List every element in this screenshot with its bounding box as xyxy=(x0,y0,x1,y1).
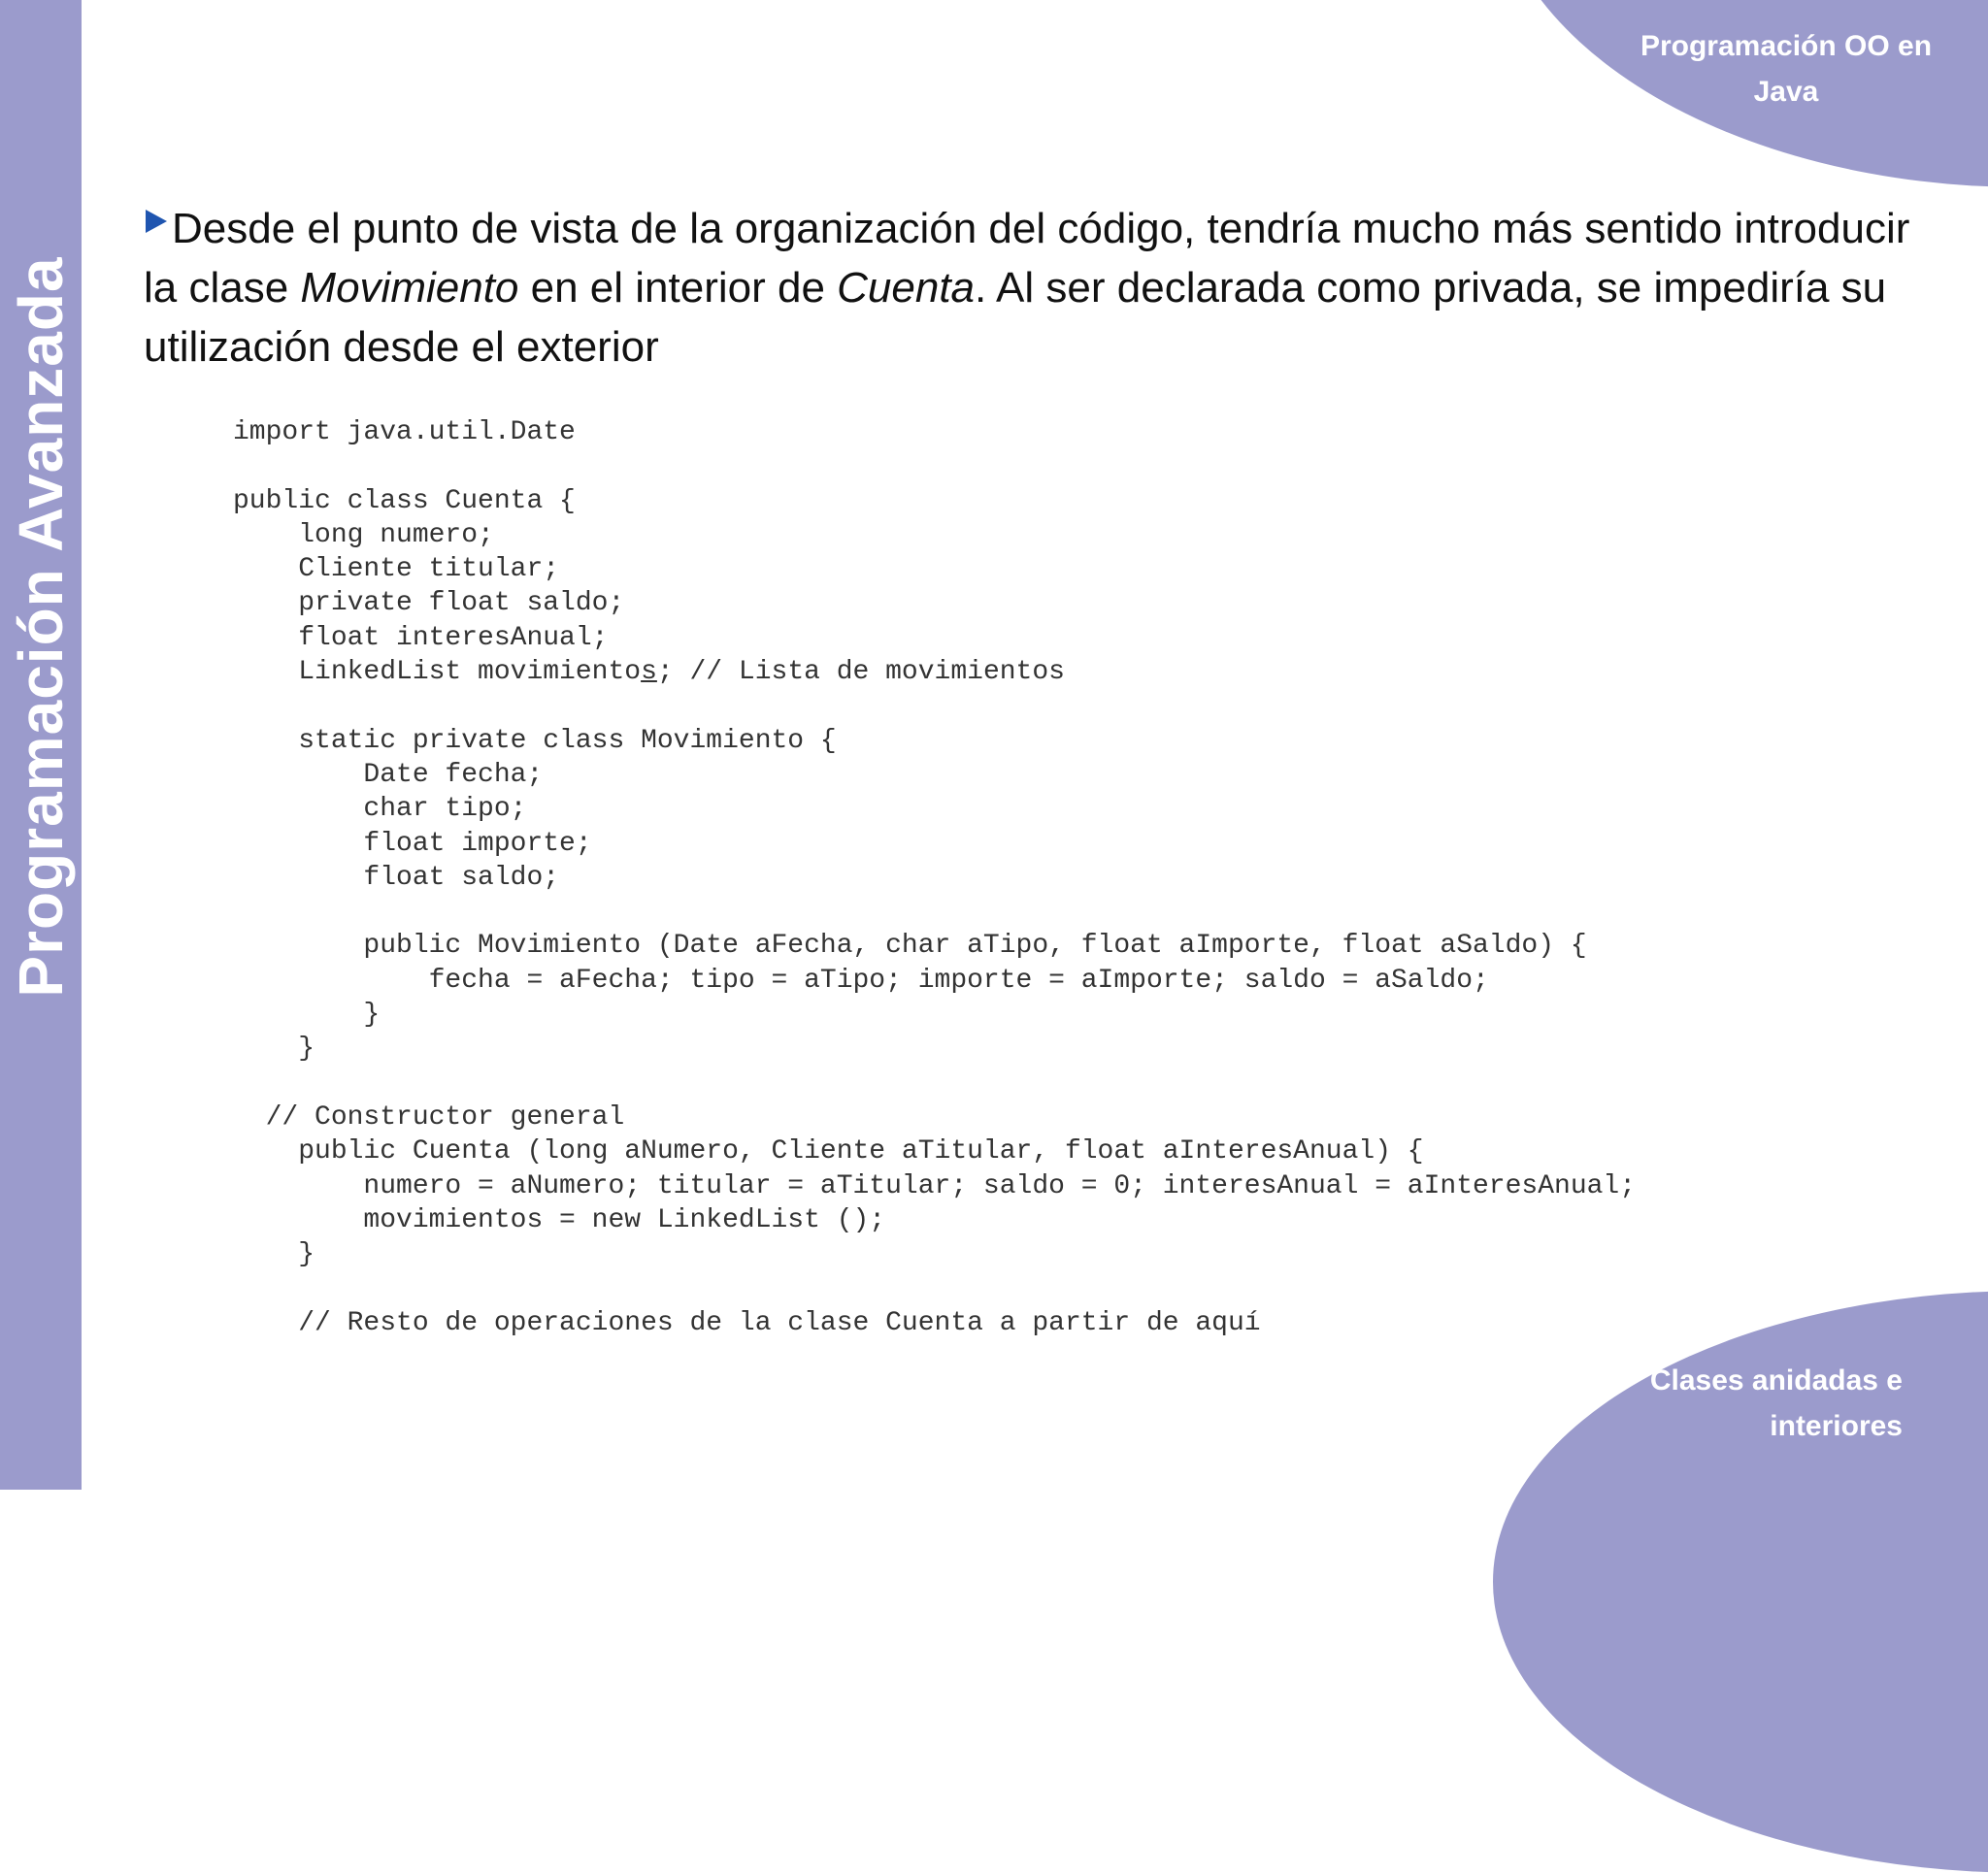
code-line: // Resto de operaciones de la clase Cuenta a partir de aquí xyxy=(233,1307,1261,1338)
code-line: Date fecha; xyxy=(233,759,544,790)
code-line: movimientos = new LinkedList (); xyxy=(233,1204,886,1235)
code-line: char tipo; xyxy=(233,794,527,825)
intro-text-1: Desde el punto de vista de la organización del código, tendría mucho más sentido introducir la clase xyxy=(144,205,1910,312)
code-line: } xyxy=(233,1034,315,1065)
footer-line-2: interiores xyxy=(1770,1410,1903,1442)
intro-class-cuenta: Cuenta xyxy=(837,264,976,312)
code-underlined-char: s xyxy=(641,657,657,688)
code-block xyxy=(233,415,1636,1340)
code-line: import java.util.Date xyxy=(233,417,576,447)
code-line: numero = aNumero; titular = aTitular; saldo = 0; interesAnual = aInteresAnual; xyxy=(233,1170,1637,1201)
side-title: Programación Avanzada xyxy=(6,256,76,998)
code-line: Cliente titular; xyxy=(233,554,560,585)
code-line: static private class Movimiento { xyxy=(233,725,837,756)
code-fragment: LinkedList movimiento xyxy=(233,657,642,688)
code-line: float interesAnual; xyxy=(233,622,609,653)
intro-text-2: en el interior de xyxy=(518,264,838,312)
code-line: public Movimiento (Date aFecha, char aTipo, float aImporte, float aSaldo) { xyxy=(233,931,1587,962)
code-line: } xyxy=(233,1000,381,1031)
code-line: public class Cuenta { xyxy=(233,485,576,516)
intro-text-3: . Al ser declarada como privada, se impediría su utilización desde el exterior xyxy=(144,264,1887,371)
code-line: float saldo; xyxy=(233,862,560,893)
code-line xyxy=(233,657,1065,687)
code-line: long numero; xyxy=(233,519,494,550)
code-fragment: ; // Lista de movimientos xyxy=(656,657,1065,688)
footer-label xyxy=(1534,1358,1903,1449)
code-line: public Cuenta (long aNumero, Cliente aTitular, float aInteresAnual) { xyxy=(233,1136,1424,1167)
header-label xyxy=(1611,23,1961,115)
footer-line-1: Clases anidadas e xyxy=(1649,1364,1903,1397)
header-line-1: Programación OO en xyxy=(1640,30,1933,62)
intro-class-movimiento: Movimiento xyxy=(300,264,519,312)
header-line-2: Java xyxy=(1753,76,1819,108)
code-line: fecha = aFecha; tipo = aTipo; importe = aImporte; saldo = aSaldo; xyxy=(233,965,1489,996)
code-line: private float saldo; xyxy=(233,588,625,619)
code-line: float importe; xyxy=(233,828,592,859)
code-line: } xyxy=(233,1239,315,1270)
intro-paragraph xyxy=(144,199,1920,377)
code-line: // Constructor general xyxy=(233,1101,625,1133)
